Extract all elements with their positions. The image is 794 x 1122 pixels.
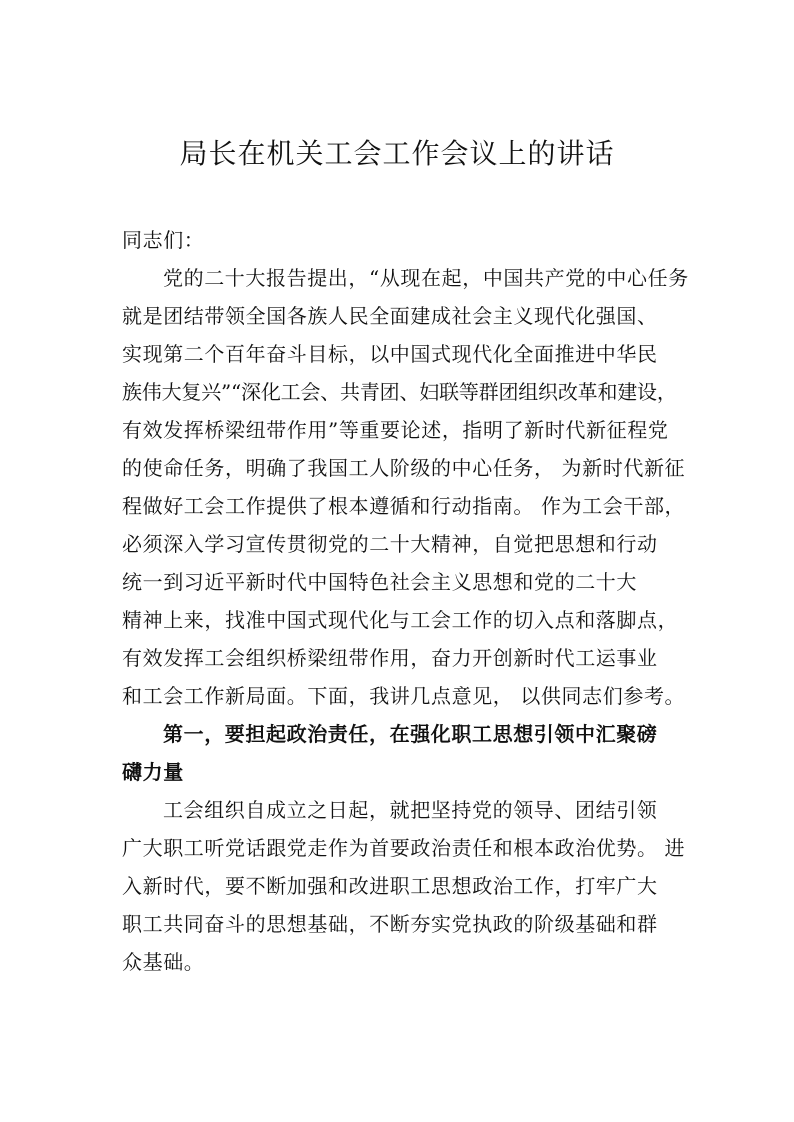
body-line: 广大职工听党话跟党走作为首要政治责任和根本政治优势。 进	[122, 836, 686, 860]
greeting: 同志们：	[122, 228, 205, 252]
section-heading: 第一，要担起政治责任，在强化职工思想引领中汇聚磅	[163, 722, 658, 746]
body-line: 工会组织自成立之日起，就把坚持党的领导、团结引领	[163, 798, 658, 822]
body-line: 党的二十大报告提出，“从现在起，中国共产党的中心任务	[163, 266, 689, 290]
body-line: 入新时代，要不断加强和改进职工思想政治工作，打牢广大	[122, 874, 658, 898]
body-line: 有效发挥工会组织桥梁纽带作用，奋力开创新时代工运事业	[122, 646, 658, 670]
body-line: 族伟大复兴”“深化工会、共青团、妇联等群团组织改革和建设，	[122, 380, 677, 404]
document-title: 局长在机关工会工作会议上的讲话	[179, 137, 615, 170]
section-heading: 礴力量	[122, 760, 184, 784]
body-line: 统一到习近平新时代中国特色社会主义思想和党的二十大	[122, 570, 637, 594]
body-line: 和工会工作新局面。下面，我讲几点意见， 以供同志们参考。	[122, 684, 686, 708]
body-line: 有效发挥桥梁纽带作用”等重要论述，指明了新时代新征程党	[122, 418, 669, 442]
body-line: 程做好工会工作提供了根本遵循和行动指南。 作为工会干部，	[122, 494, 686, 518]
body-line: 的使命任务，明确了我国工人阶级的中心任务， 为新时代新征	[122, 456, 686, 480]
body-line: 必须深入学习宣传贯彻党的二十大精神，自觉把思想和行动	[122, 532, 658, 556]
body-line: 众基础。	[122, 950, 205, 974]
body-line: 精神上来，找准中国式现代化与工会工作的切入点和落脚点，	[122, 608, 679, 632]
body-line: 就是团结带领全国各族人民全面建成社会主义现代化强国、	[122, 304, 658, 328]
body-line: 职工共同奋斗的思想基础，不断夯实党执政的阶级基础和群	[122, 912, 658, 936]
body-line: 实现第二个百年奋斗目标，以中国式现代化全面推进中华民	[122, 342, 658, 366]
